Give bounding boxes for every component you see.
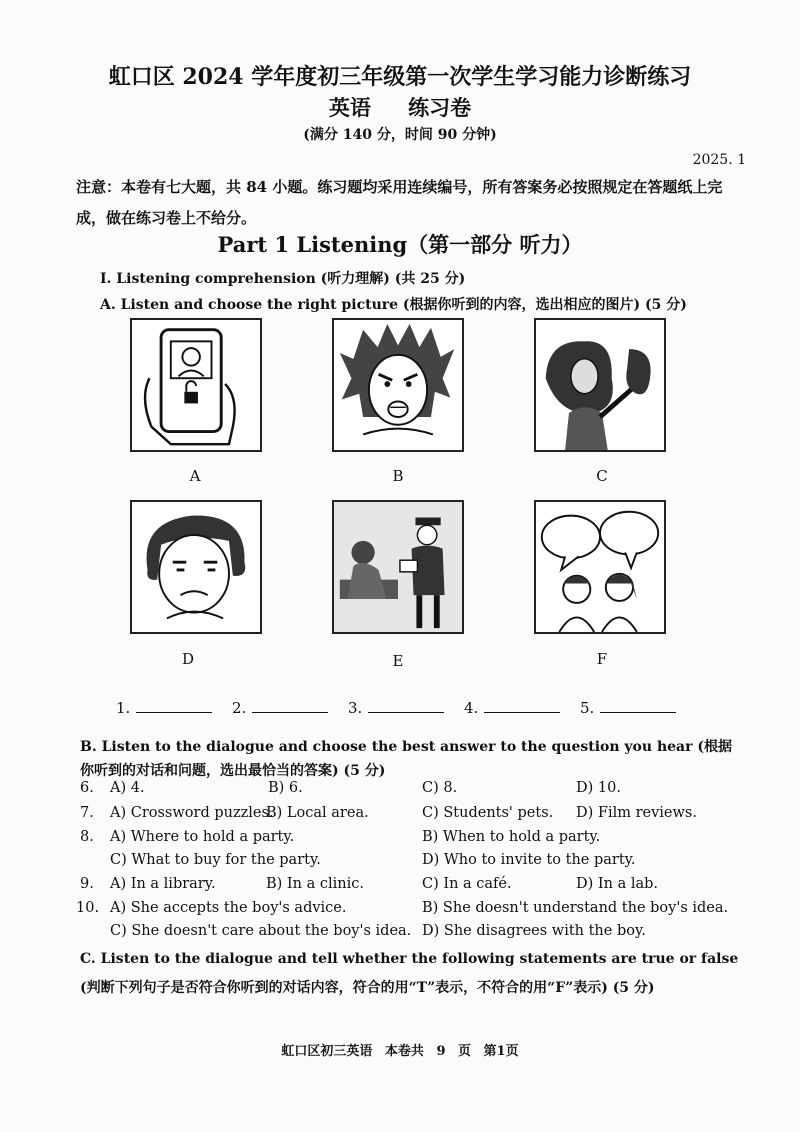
option-b[interactable]: B) She doesn't understand the boy's idea. (422, 900, 729, 916)
option-d[interactable]: D) She disagrees with the boy. (422, 923, 646, 939)
option-b[interactable]: B) Local area. (266, 805, 369, 821)
section-i-title: I. Listening comprehension (听力理解) (共 25 分) (100, 271, 466, 287)
exam-title: 虹口区 2024 学年度初三年级第一次学生学习能力诊断练习 (108, 64, 692, 90)
sad-girl-icon (132, 502, 260, 632)
option-c[interactable]: C) 8. (422, 780, 458, 796)
option-d[interactable]: D) Film reviews. (576, 805, 697, 821)
picture-label-f: F (596, 650, 608, 668)
option-d[interactable]: D) 10. (576, 780, 621, 796)
talking-friends-icon (536, 502, 664, 632)
answer-blank-2[interactable]: 2. (232, 698, 328, 717)
option-b[interactable]: B) When to hold a party. (422, 829, 601, 845)
picture-e (332, 500, 464, 634)
answer-blank-4[interactable]: 4. (464, 698, 560, 717)
option-a[interactable]: A) She accepts the boy's advice. (110, 900, 347, 916)
section-c-title: C. Listen to the dialogue and tell whether the following statements are true or false (判断下列句子是否符合你听到的对话内容，符合的用“T”表示，不符合的用“F”表示) (5 分) (80, 951, 739, 996)
question-number: 7. (80, 805, 94, 821)
picture-label-a: A (189, 467, 201, 485)
question-number: 6. (80, 780, 94, 796)
option-b[interactable]: B) In a clinic. (266, 876, 364, 892)
option-a[interactable]: A) Crossword puzzles. (110, 805, 274, 821)
picture-f (534, 500, 666, 634)
notice-text: 注意：本卷有七大题，共 84 小题。练习题均采用连续编号，所有答案务必按照规定在答题纸上完成，做在练习卷上不给分。 (76, 178, 723, 227)
page-footer: 虹口区初三英语 本卷共 9 页 第1页 (281, 1044, 519, 1059)
section-b-title: B. Listen to the dialogue and choose the best answer to the question you hear (根据你听到的对话和问题，选出最恰当的答案) (5 分) (80, 739, 732, 779)
face-unlock-phone-icon (132, 320, 260, 450)
option-d[interactable]: D) In a lab. (576, 876, 658, 892)
picture-a (130, 318, 262, 452)
angry-face-icon (334, 320, 462, 450)
exam-subtitle: 英语 练习卷 (328, 95, 472, 120)
option-c[interactable]: C) What to buy for the party. (110, 852, 321, 868)
question-number: 8. (80, 829, 94, 845)
option-a[interactable]: A) 4. (110, 780, 145, 796)
answer-blank-5[interactable]: 5. (580, 698, 676, 717)
section-a-title: A. Listen and choose the right picture (根据你听到的内容，选出相应的图片) (5 分) (100, 297, 687, 313)
picture-d (130, 500, 262, 634)
option-a[interactable]: A) In a library. (110, 876, 216, 892)
woman-painting-icon (536, 320, 664, 450)
question-number: 10. (76, 900, 100, 916)
picture-label-b: B (392, 467, 404, 485)
option-c[interactable]: C) She doesn't care about the boy's idea. (110, 923, 412, 939)
option-c[interactable]: C) Students' pets. (422, 805, 554, 821)
option-a[interactable]: A) Where to hold a party. (110, 829, 295, 845)
picture-c (534, 318, 666, 452)
picture-label-e: E (392, 652, 404, 670)
question-number: 9. (80, 876, 94, 892)
answer-blank-3[interactable]: 3. (348, 698, 444, 717)
picture-b (332, 318, 464, 452)
option-c[interactable]: C) In a café. (422, 876, 512, 892)
police-report-icon (334, 502, 462, 632)
option-b[interactable]: B) 6. (268, 780, 303, 796)
part1-title: Part 1 Listening（第一部分 听力） (217, 232, 583, 257)
picture-label-d: D (181, 650, 195, 668)
picture-label-c: C (596, 467, 608, 485)
exam-info: (满分 140 分，时间 90 分钟) (303, 127, 497, 143)
exam-date: 2025. 1 (692, 152, 746, 168)
answer-blank-1[interactable]: 1. (116, 698, 212, 717)
option-d[interactable]: D) Who to invite to the party. (422, 852, 636, 868)
